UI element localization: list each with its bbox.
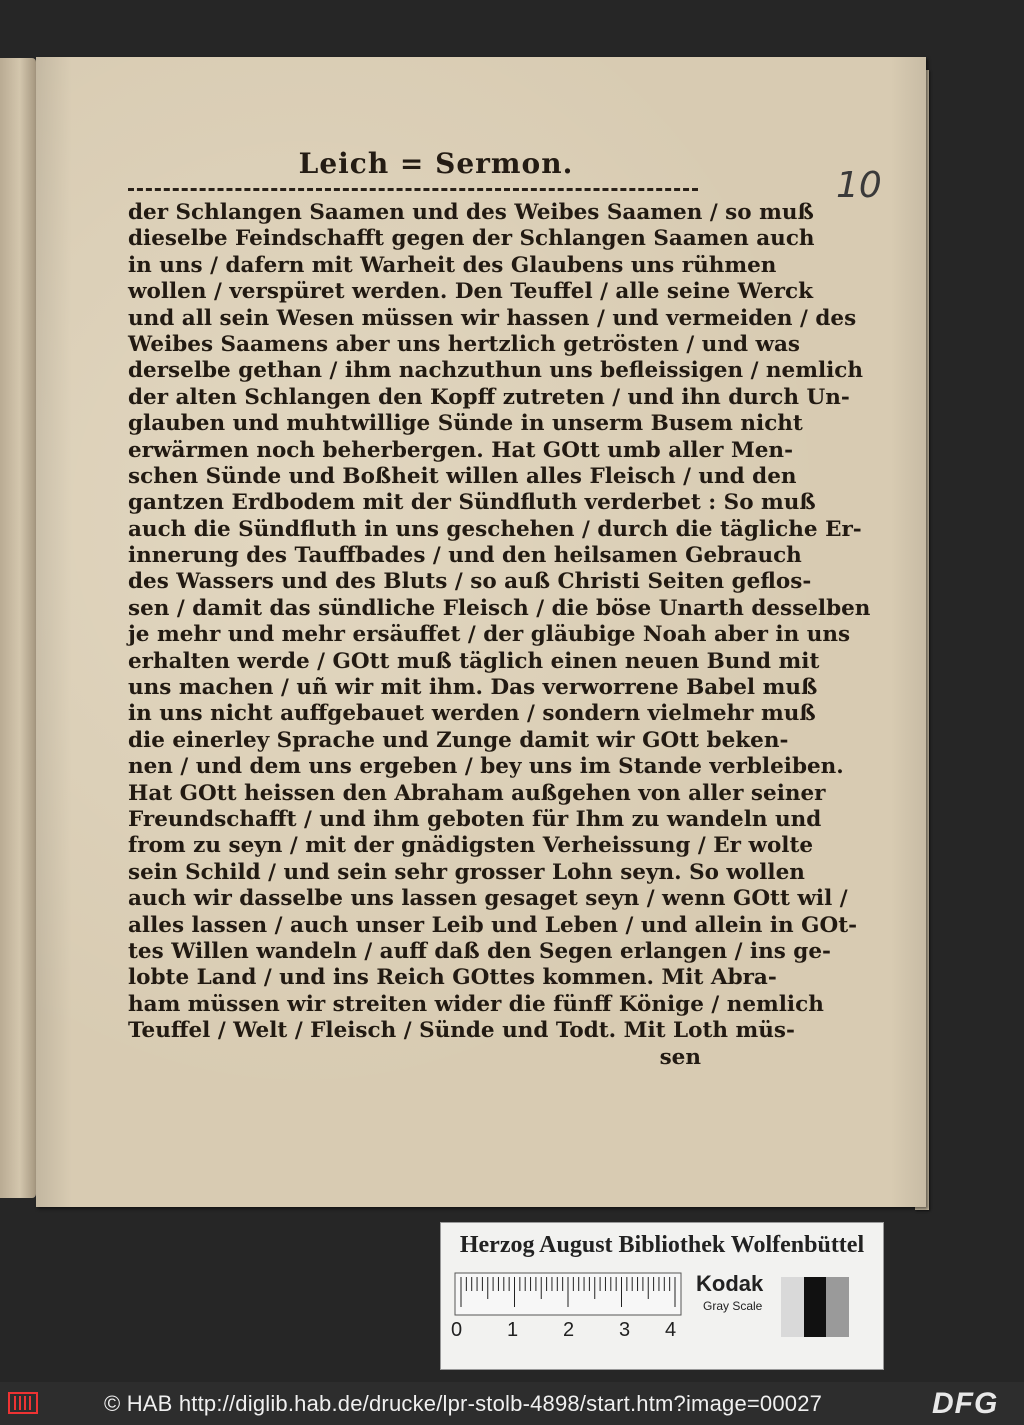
scale-number-0: 0 (451, 1319, 463, 1341)
hab-logo-icon (8, 1390, 38, 1416)
text-line: die einerley Sprache und Zunge damit wir GOtt beken- (128, 727, 789, 753)
measurement-ruler (455, 1273, 681, 1315)
text-line: dieselbe Feindschafft gegen der Schlangen Saamen auch (128, 226, 815, 252)
scale-number-2: 2 (563, 1319, 575, 1341)
running-head: Leich = Sermon. (298, 147, 574, 180)
color-target-card (440, 1222, 884, 1370)
scale-number-3: 3 (619, 1319, 631, 1341)
scale-number-1: 1 (507, 1319, 519, 1341)
text-line: glauben und muhtwillige Sünde in unserm Busem nicht (128, 411, 803, 437)
text-line: in uns nicht auffgebauet werden / sondern vielmehr muß (128, 701, 816, 727)
swatch-light (781, 1277, 804, 1337)
source-link[interactable]: © HAB http://diglib.hab.de/drucke/lpr-stolb-4898/start.htm?image=00027 (104, 1391, 823, 1416)
gray-swatch (781, 1277, 849, 1337)
text-line: je mehr und mehr ersäuffet / der gläubige Noah aber in uns (128, 622, 851, 648)
text-line: der alten Schlangen den Kopff zutreten / und ihn durch Un- (128, 384, 850, 410)
text-line: uns machen / uñ wir mit ihm. Das verworrene Babel muß (128, 675, 818, 701)
text-line: erwärmen noch beherbergen. Hat GOtt umb aller Men- (128, 437, 793, 463)
header-rule (128, 188, 698, 191)
text-line: tes Willen wandeln / auff daß den Segen erlangen / ins ge- (128, 938, 831, 964)
text-line: der Schlangen Saamen und des Weibes Saamen / so muß (128, 200, 814, 225)
previous-page-edge (0, 58, 36, 1198)
text-line: des Wassers und des Bluts / so auß Christi Seiten geflos- (128, 569, 812, 595)
text-line: wollen / verspüret werden. Den Teuffel / alle seine Werck (128, 279, 813, 305)
text-line: auch wir dasselbe uns lassen gesaget seyn / wenn GOtt wil / (128, 886, 848, 912)
text-line: in uns / dafern mit Warheit des Glaubens uns rühmen (128, 252, 777, 278)
text-line: und all sein Wesen müssen wir hassen / und vermeiden / des (128, 305, 857, 331)
swatch-mid (826, 1277, 849, 1337)
book-page (36, 57, 926, 1207)
pencil-folio-number: 10 (836, 165, 882, 206)
catchword: sen (659, 1044, 701, 1070)
text-line: innerung des Tauffbades / und den heilsamen Gebrauch (128, 543, 802, 569)
text-line: alles lassen / auch unser Leib und Leben / und allein in GOt- (128, 912, 858, 938)
dfg-logo: DFG (932, 1387, 999, 1420)
text-line: lobte Land / und ins Reich GOttes kommen. Mit Abra- (128, 965, 777, 991)
text-line: sen / damit das sündliche Fleisch / die böse Unarth desselben (128, 595, 871, 621)
library-name: Herzog August Bibliothek Wolfenbüttel (459, 1232, 865, 1258)
footer-bar (0, 1382, 1024, 1425)
text-line: Hat GOtt heissen den Abraham außgehen von aller seiner (128, 780, 826, 806)
text-line: from zu seyn / mit der gnädigsten Verheissung / Er wolte (128, 833, 814, 859)
text-line: derselbe gethan / ihm nachzuthun uns befleissigen / nemlich (128, 358, 864, 384)
swatch-dark (804, 1277, 827, 1337)
text-line: ham müssen wir streiten wider die fünff Könige / nemlich (128, 991, 824, 1017)
text-line: Weibes Saamens aber uns hertzlich getrösten / und was (128, 331, 801, 357)
text-line: Teuffel / Welt / Fleisch / Sünde und Todt. Mit Loth müs- (128, 1018, 795, 1044)
scale-number-4: 4 (665, 1319, 677, 1341)
text-line: sein Schild / und sein sehr grosser Lohn seyn. So wollen (128, 859, 805, 885)
text-line: erhalten werde / GOtt muß täglich einen neuen Bund mit (128, 648, 820, 674)
text-line: gantzen Erdbodem mit der Sündfluth verderbet : So muß (128, 490, 816, 516)
gray-scale-label: Gray Scale (703, 1299, 763, 1313)
body-text (128, 200, 871, 1071)
text-line: auch die Sündfluth in uns geschehen / durch die tägliche Er- (128, 516, 862, 542)
text-line: Freundschafft / und ihm geboten für Ihm zu wandeln und (128, 806, 822, 832)
text-line: schen Sünde und Boßheit willen alles Fleisch / und den (128, 463, 797, 489)
kodak-logo: Kodak (696, 1271, 764, 1296)
text-line: nen / und dem uns ergeben / bey uns im Stande verbleiben. (128, 754, 844, 780)
